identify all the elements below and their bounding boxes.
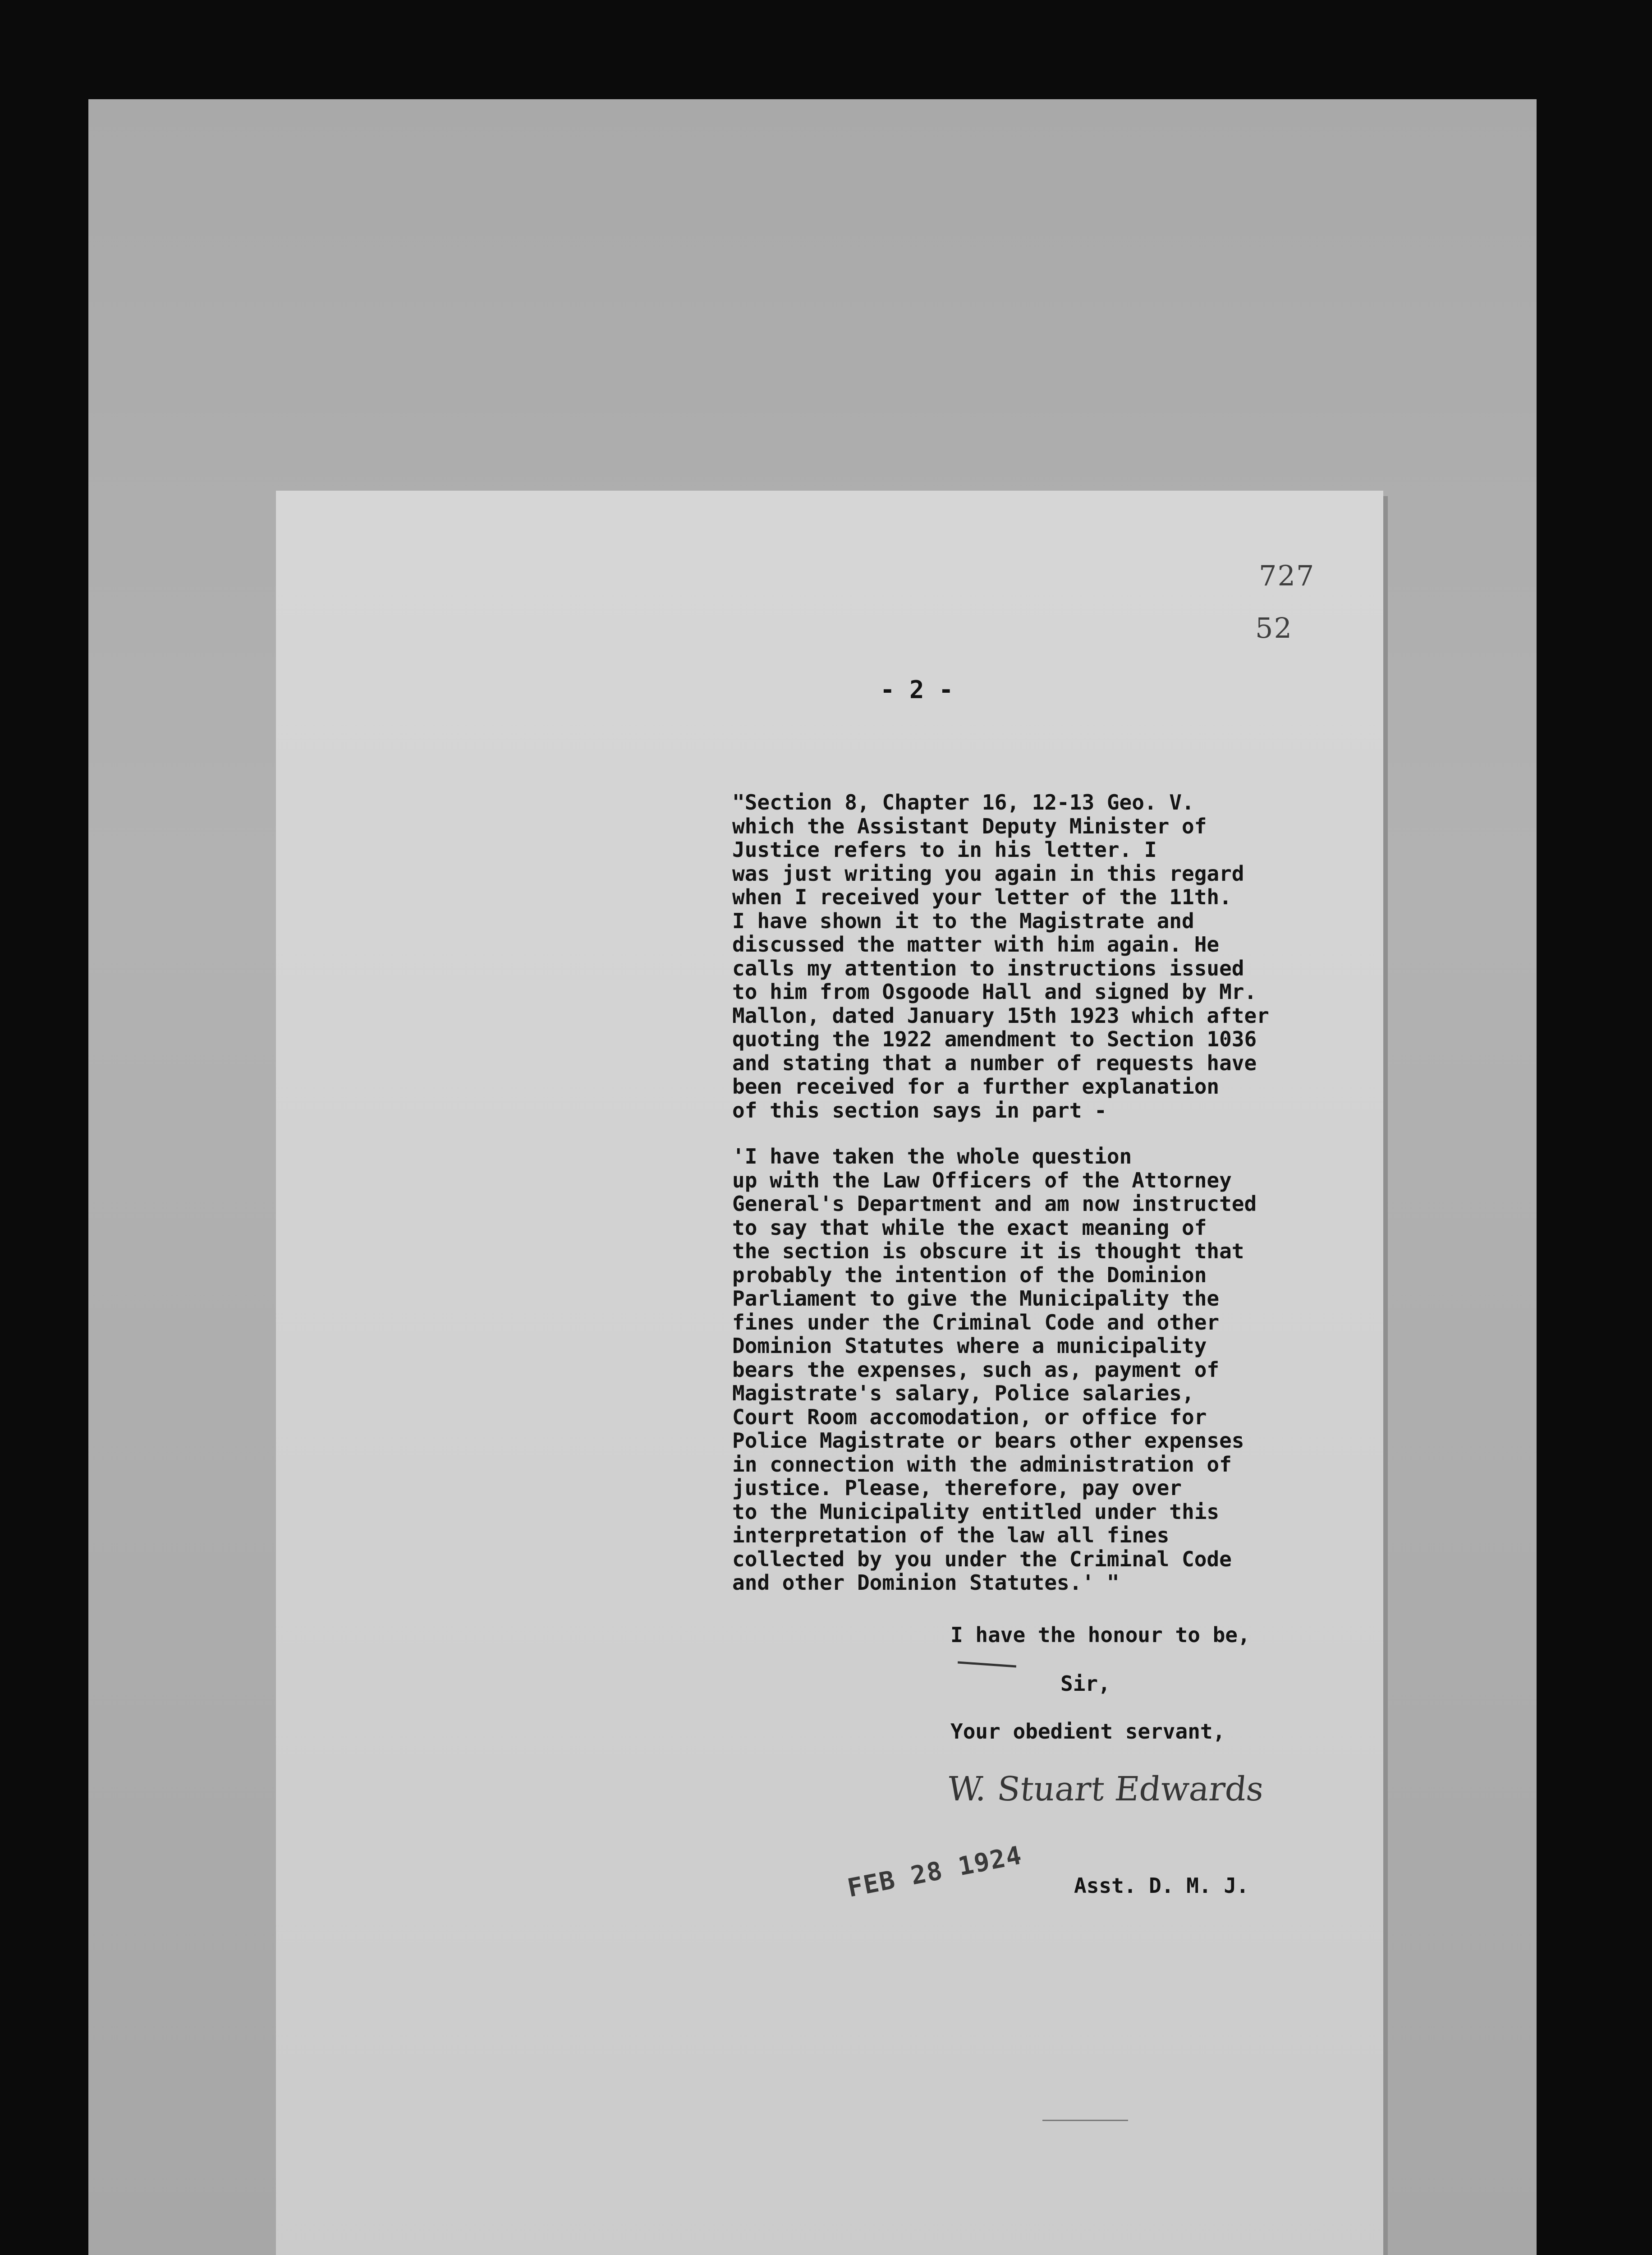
closing-honour: I have the honour to be, [950,1623,1250,1647]
folio-number-top: 727 [1259,559,1315,592]
letter-quotation: 'I have taken the whole question up with the Law Officers of the Attorney General's Department and am now instructed to say that while the exact meaning of the section is obscure it is thought that probably the intention of the Dominion Parliament to give the Municipality the fines under the Criminal Code and other Dominion Statutes where a municipality bears the expenses, such as, payment of Magistrate's salary, Police salaries, Court Room accomodation, or office for Police Magistrate or bears other expenses in connection with the administration of justice. Please, therefore, pay over to the Municipality entitled under this interpretation of the law all fines collected by you under the Criminal Code and other Dominion Statutes.' " [732,1144,1257,1595]
signature: W. Stuart Edwards [945,1770,1266,1809]
page-number: - 2 - [880,676,954,704]
date-stamp: FEB 28 1924 [845,1841,1025,1903]
pen-stroke [958,1661,1016,1667]
closing-sir: Sir, [1060,1671,1111,1696]
closing-servant: Your obedient servant, [950,1719,1225,1744]
folio-number-bottom: 52 [1255,612,1293,644]
letter-paragraph: "Section 8, Chapter 16, 12-13 Geo. V. which the Assistant Deputy Minister of Justice refers to in his letter. I was just writing you again in this regard when I received your letter of the 11th. I have shown it to the Magistrate and discussed the matter with him again. He calls my attention to instructions issued to him from Osgoode Hall and signed by Mr. Mallon, dated January 15th 1923 which after quoting the 1922 amendment to Section 1036 and stating that a number of requests have been received for a further explanation of this section says in part - [732,790,1269,1123]
letter-page [276,491,1383,2255]
signatory-title: Asst. D. M. J. [1074,1873,1249,1898]
pen-mark [1042,2120,1128,2121]
